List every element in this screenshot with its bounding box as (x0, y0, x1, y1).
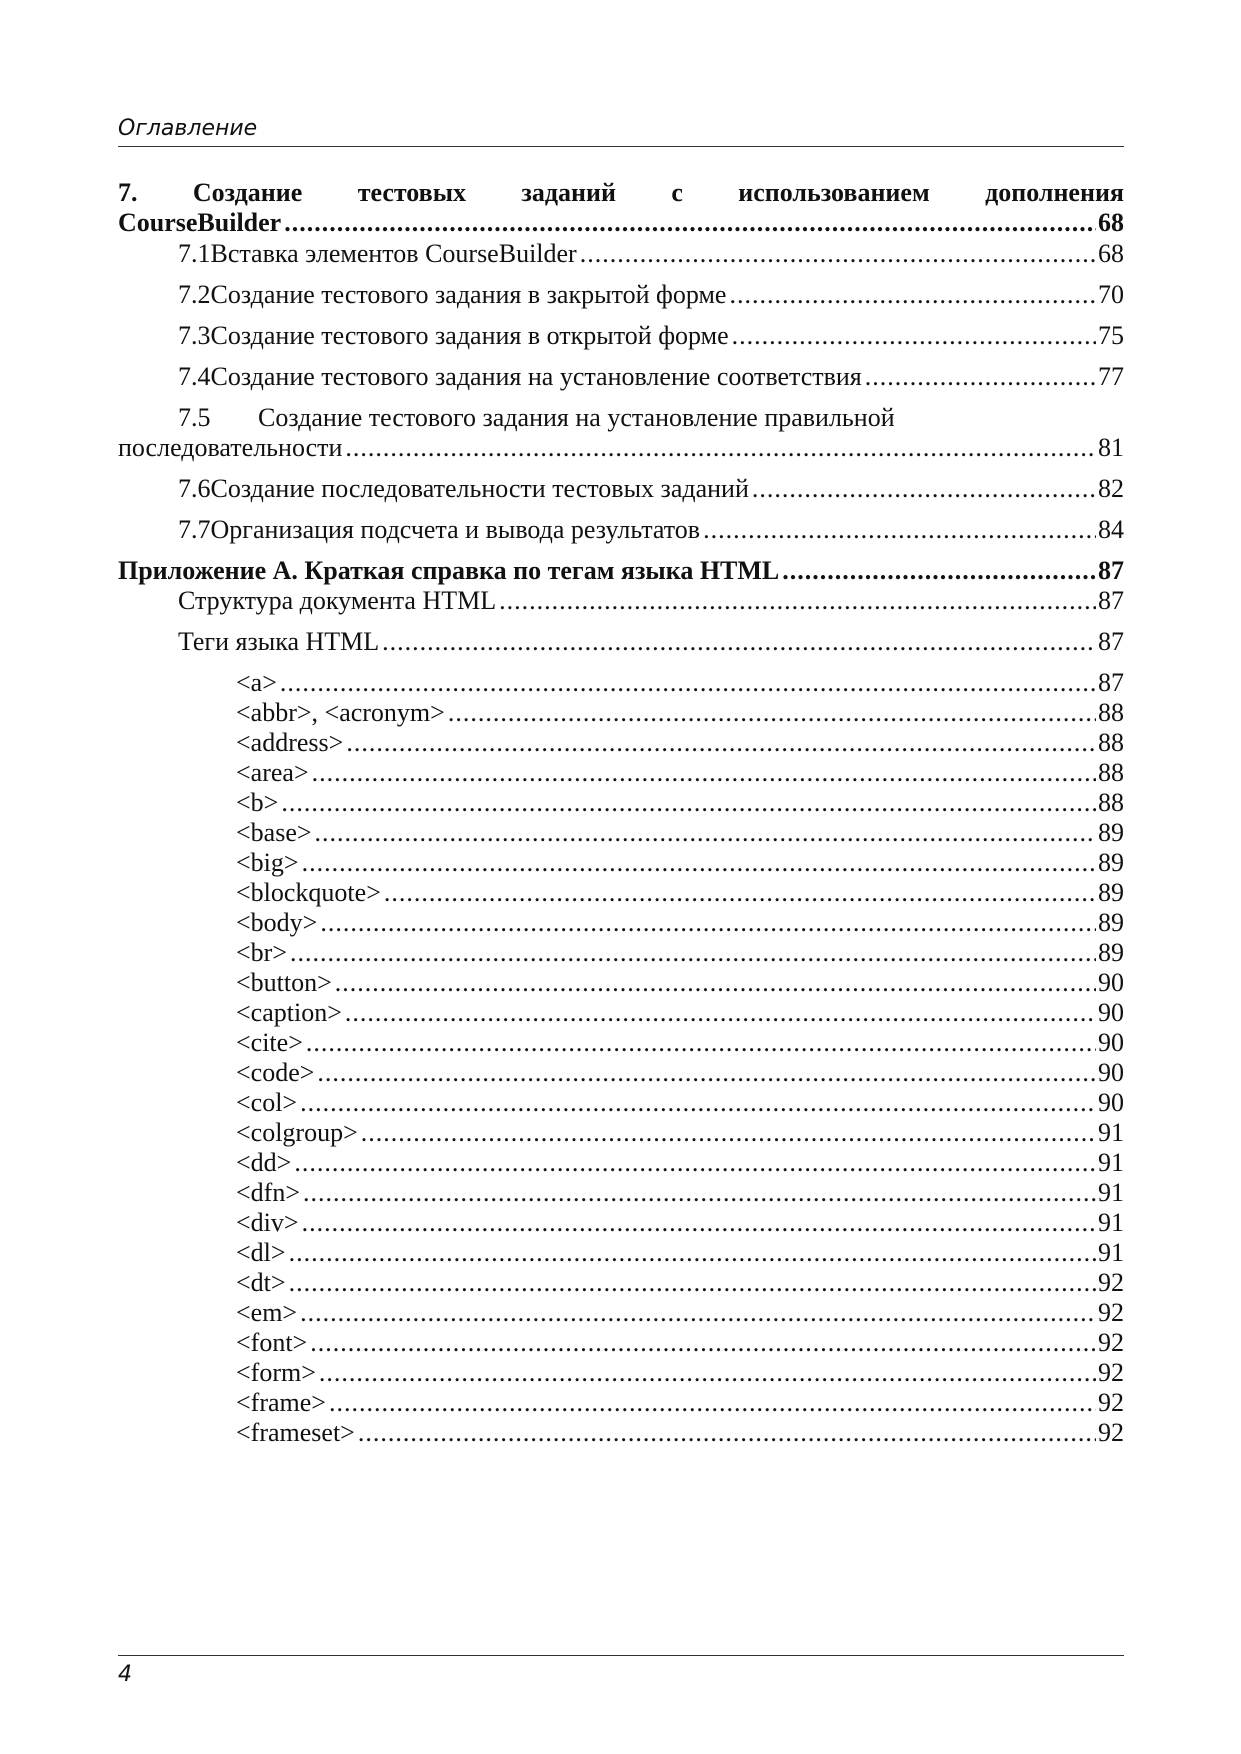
section-number: 7.4 (178, 362, 211, 391)
toc-entry-page: 92 (1098, 1268, 1124, 1297)
toc-entry-page: 70 (1098, 280, 1124, 309)
toc-entry-title: <dt> (236, 1268, 286, 1297)
toc-entry-chapter-7[interactable] (118, 208, 1124, 238)
dot-leader (865, 362, 1096, 392)
section-number: 7.2 (178, 280, 211, 309)
toc-entry-title: Создание тестового задания в закрытой форме (210, 280, 727, 309)
toc-entry-title: <code> (236, 1058, 315, 1087)
toc-entry-page: 88 (1098, 788, 1124, 817)
chapter-7-word: 7. (118, 178, 138, 207)
toc-entry-tag[interactable] (236, 788, 1124, 818)
dot-leader (289, 1238, 1096, 1268)
toc-entry-7-1[interactable] (178, 239, 1124, 269)
toc-entry-tag[interactable] (236, 998, 1124, 1028)
toc-entry-title: <div> (236, 1208, 299, 1237)
dot-leader (345, 433, 1096, 463)
toc-entry-page: 92 (1098, 1388, 1124, 1417)
toc-entry-title: <dd> (236, 1148, 292, 1177)
dot-leader (703, 515, 1096, 545)
chapter-7-word: с (671, 178, 683, 207)
dot-leader (281, 788, 1096, 818)
section-number: 7.1 (178, 239, 211, 268)
toc-entry-page: 89 (1098, 848, 1124, 877)
toc-entry-tag[interactable] (236, 818, 1124, 848)
toc-entry-page: 90 (1098, 1088, 1124, 1117)
toc-entry-title: Создание тестового задания в открытой форме (210, 321, 729, 350)
dot-leader (782, 556, 1096, 586)
toc-entry-tag[interactable] (236, 1238, 1124, 1268)
footer-rule (118, 1655, 1124, 1656)
toc-entry-title: <area> (236, 758, 309, 787)
dot-leader (310, 1328, 1096, 1358)
toc-entry-page: 91 (1098, 1178, 1124, 1207)
toc-entry-tag[interactable] (236, 1088, 1124, 1118)
toc-entry-title: <dl> (236, 1238, 286, 1267)
dot-leader (290, 938, 1096, 968)
dot-leader (358, 1418, 1096, 1448)
toc-entry-page: 90 (1098, 998, 1124, 1027)
toc-entry-title: <frameset> (236, 1418, 355, 1447)
toc-entry-7-5[interactable] (178, 403, 1124, 433)
toc-entry-7-5-cont[interactable] (118, 433, 1124, 463)
toc-entry-title: Теги языка HTML (178, 627, 380, 656)
dot-leader (317, 1058, 1096, 1088)
toc-entry-title: Создание тестового задания на установление соответствия (210, 362, 862, 391)
toc-entry-title: Вставка элементов CourseBuilder (210, 239, 577, 268)
toc-entry-page: 89 (1098, 908, 1124, 937)
toc-entry-title: <base> (236, 818, 312, 847)
toc-entry-page: 92 (1098, 1328, 1124, 1357)
dot-leader (302, 848, 1096, 878)
toc-entry-tag[interactable] (236, 1028, 1124, 1058)
dot-leader (303, 1178, 1096, 1208)
toc-entry-title: Организация подсчета и вывода результатов (210, 515, 701, 544)
dot-leader (300, 1088, 1096, 1118)
dot-leader (752, 474, 1096, 504)
toc-entry-page: 90 (1098, 1058, 1124, 1087)
dot-leader (361, 1118, 1096, 1148)
dot-leader (320, 908, 1096, 938)
toc-entry-tag[interactable] (236, 878, 1124, 908)
toc-entry-tag[interactable] (236, 1178, 1124, 1208)
toc-entry-title-continued: последовательности (118, 433, 343, 462)
dot-leader (284, 208, 1096, 238)
toc-entry-tag[interactable] (236, 1358, 1124, 1388)
dot-leader (729, 280, 1096, 310)
toc-entry-tag[interactable] (236, 698, 1124, 728)
toc-entry-tag[interactable] (236, 668, 1124, 698)
toc-entry-7-3[interactable] (178, 321, 1124, 351)
chapter-7-word: Создание (192, 178, 303, 207)
toc-entry-title: <cite> (236, 1028, 303, 1057)
toc-entry-tag[interactable] (236, 1268, 1124, 1298)
toc-entry-tag[interactable] (236, 908, 1124, 938)
dot-leader (382, 627, 1096, 657)
toc-entry-page: 89 (1098, 818, 1124, 847)
toc-entry-title: <frame> (236, 1388, 326, 1417)
toc-entry-tag[interactable] (236, 1058, 1124, 1088)
dot-leader (302, 1208, 1096, 1238)
toc-entry-title: Приложение А. Краткая справка по тегам языка HTML (118, 556, 780, 585)
toc-entry-7-6[interactable] (178, 474, 1124, 504)
dot-leader (580, 239, 1096, 269)
dot-leader (289, 1268, 1096, 1298)
dot-leader (306, 1028, 1096, 1058)
toc-entry-page: 81 (1098, 433, 1124, 462)
toc-entry-page: 90 (1098, 1028, 1124, 1057)
toc-entry-title: <col> (236, 1088, 298, 1117)
toc-entry-title: <blockquote> (236, 878, 381, 907)
toc-entry-7-2[interactable] (178, 280, 1124, 310)
toc-entry-page: 88 (1098, 728, 1124, 757)
toc-entry-title: <big> (236, 848, 299, 877)
toc-entry-title: <a> (236, 668, 277, 697)
toc-entry-page: 92 (1098, 1418, 1124, 1447)
dot-leader (319, 1358, 1096, 1388)
toc-entry-page: 87 (1098, 627, 1124, 656)
toc-entry-page: 91 (1098, 1148, 1124, 1177)
toc-entry-page: 88 (1098, 698, 1124, 727)
toc-entry-tag[interactable] (236, 1148, 1124, 1178)
dot-leader (448, 698, 1096, 728)
header-rule (118, 146, 1124, 147)
toc-entry-page: 89 (1098, 938, 1124, 967)
chapter-7-word: заданий (521, 178, 616, 207)
toc-entry-document-structure[interactable] (178, 586, 1124, 616)
section-number: 7.6 (178, 474, 211, 503)
toc-entry-tag[interactable] (236, 1298, 1124, 1328)
toc-entry-page: 89 (1098, 878, 1124, 907)
toc-entry-title: Структура документа HTML (178, 586, 497, 615)
chapter-7-word: тестовых (357, 178, 466, 207)
toc-entry-tag[interactable] (236, 1388, 1124, 1418)
chapter-7-word: использованием (738, 178, 930, 207)
toc-entry-title: <colgroup> (236, 1118, 358, 1147)
dot-leader (300, 1298, 1096, 1328)
dot-leader (315, 818, 1096, 848)
running-header: Оглавление (118, 116, 258, 141)
toc-entry-title: <em> (236, 1298, 298, 1327)
toc-entry-7-4[interactable] (178, 362, 1124, 392)
toc-entry-page: 77 (1098, 362, 1124, 391)
dot-leader (312, 758, 1096, 788)
section-number: 7.5 (178, 403, 211, 432)
toc-entry-title: Создание последовательности тестовых заданий (210, 474, 749, 503)
toc-entry-page: 90 (1098, 968, 1124, 997)
toc-entry-title: <abbr>, <acronym> (236, 698, 445, 727)
toc-entry-title: <font> (236, 1328, 308, 1357)
toc-entry-title: CourseBuilder (118, 208, 282, 237)
toc-entry-tag[interactable] (236, 1328, 1124, 1358)
toc-entry-title: <form> (236, 1358, 316, 1387)
toc-entry-page: 68 (1098, 208, 1124, 237)
toc-entry-page: 87 (1098, 586, 1124, 615)
toc-entry-title: <dfn> (236, 1178, 300, 1207)
dot-leader (346, 728, 1096, 758)
page-number: 4 (118, 1662, 132, 1687)
toc-entry-7-7[interactable] (178, 515, 1124, 545)
toc-entry-page: 92 (1098, 1358, 1124, 1387)
toc-entry-tag[interactable] (236, 968, 1124, 998)
toc-entry-page: 68 (1098, 239, 1124, 268)
toc-entry-page: 87 (1098, 556, 1124, 585)
toc-entry-page: 75 (1098, 321, 1124, 350)
dot-leader (280, 668, 1096, 698)
toc-entry-tag[interactable] (236, 938, 1124, 968)
toc-entry-page: 88 (1098, 758, 1124, 787)
toc-entry-page: 82 (1098, 474, 1124, 503)
chapter-7-word: дополнения (985, 178, 1124, 207)
section-number: 7.7 (178, 515, 211, 544)
toc-entry-page: 91 (1098, 1118, 1124, 1147)
toc-entry-html-tags[interactable] (178, 627, 1124, 657)
toc-entry-tag[interactable] (236, 848, 1124, 878)
toc-entry-page: 91 (1098, 1208, 1124, 1237)
dot-leader (294, 1148, 1096, 1178)
toc-entry-tag[interactable] (236, 1118, 1124, 1148)
dot-leader (345, 998, 1096, 1028)
toc-entry-tag[interactable] (236, 1208, 1124, 1238)
toc-entry-tag[interactable] (236, 1418, 1124, 1448)
dot-leader (499, 586, 1096, 616)
toc-entry-tag[interactable] (236, 758, 1124, 788)
toc-entry-page: 92 (1098, 1298, 1124, 1327)
dot-leader (329, 1388, 1096, 1418)
chapter-7-heading-line (118, 178, 1124, 208)
toc-entry-page: 84 (1098, 515, 1124, 544)
dot-leader (335, 968, 1096, 998)
dot-leader (384, 878, 1096, 908)
toc-entry-title: Создание тестового задания на установление правильной (258, 403, 895, 432)
toc-entry-title: <br> (236, 938, 287, 967)
toc-entry-tag[interactable] (236, 728, 1124, 758)
toc-entry-title: <b> (236, 788, 279, 817)
toc-entry-title: <button> (236, 968, 332, 997)
section-number: 7.3 (178, 321, 211, 350)
toc-entry-appendix-a[interactable] (118, 556, 1124, 586)
dot-leader (732, 321, 1096, 351)
toc-entry-page: 91 (1098, 1238, 1124, 1267)
toc-entry-title: <body> (236, 908, 318, 937)
toc-entry-page: 87 (1098, 668, 1124, 697)
toc-entry-title: <caption> (236, 998, 342, 1027)
toc-entry-title: <address> (236, 728, 344, 757)
